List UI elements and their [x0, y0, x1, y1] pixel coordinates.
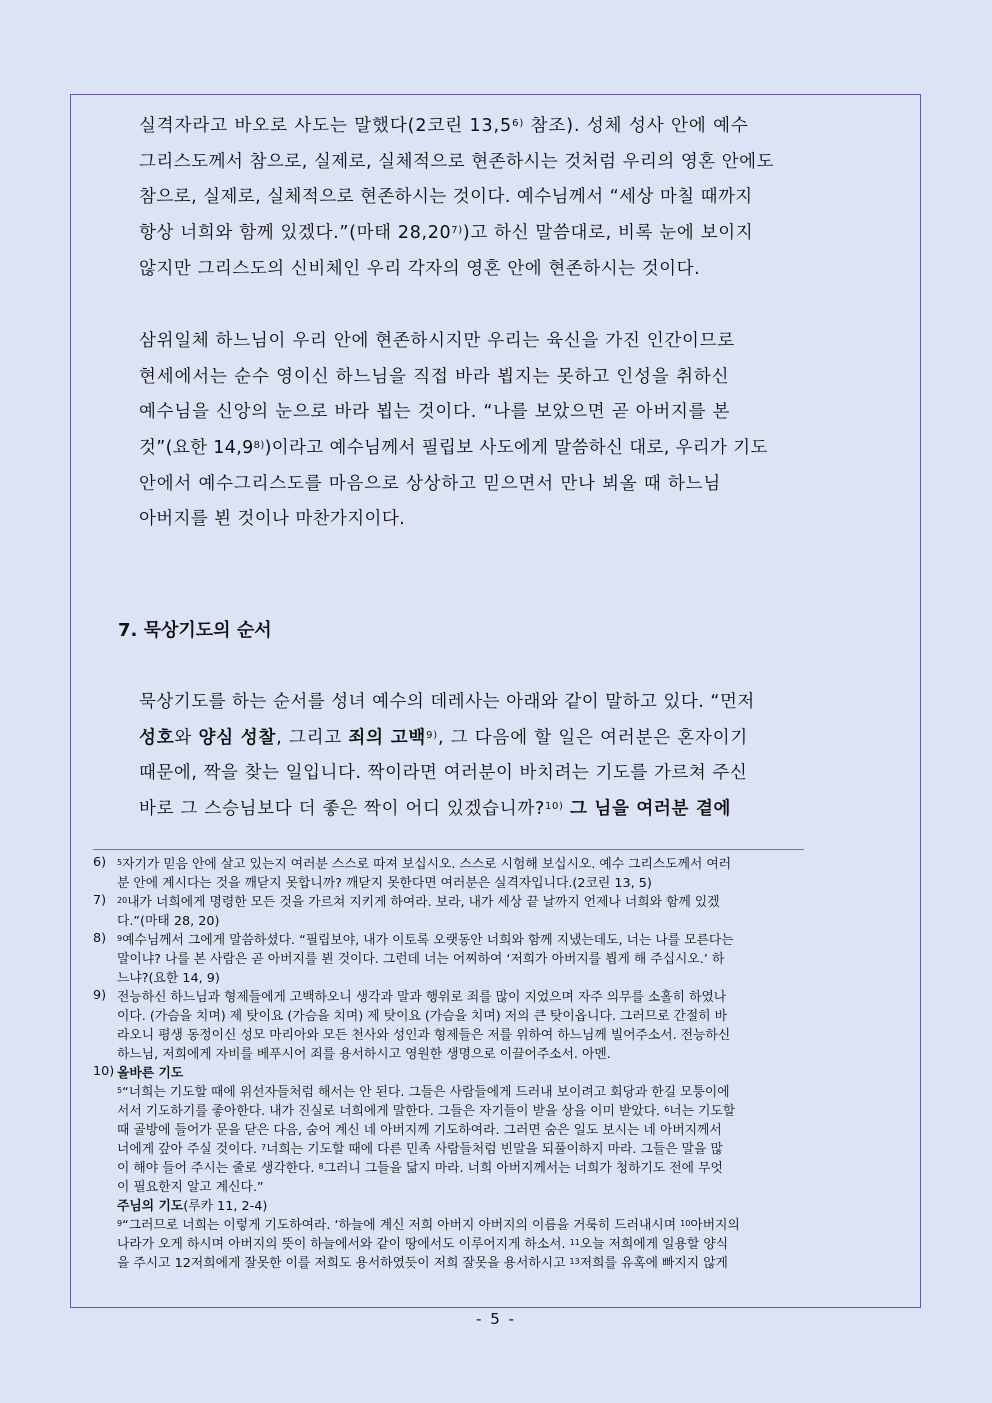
footnote-ref[interactable]: 6)	[512, 118, 525, 129]
body-paragraph-1	[139, 109, 899, 287]
footnote-line: $^{20}$내가 너희에게 명령한 모든 것을 가르쳐 지키게 하여라. 보라, 내가 세상 끝 날까지 언제나 너희와 함께 있겠	[117, 895, 720, 910]
footnote-ref[interactable]: 10)	[544, 801, 564, 813]
footnote-line: $^9$“그러므로 너희는 이렇게 기도하여라. ‘하늘에 계신 저희 아버지 아버지의 이름을 거룩히 드러내시며 $^{10}$아버지의	[117, 1218, 740, 1233]
text-line: 때문에, 짝을 찾는 일입니다. 짝이라면 여러분이 바치려는 기도를 가르쳐 주신	[139, 763, 748, 784]
text-line: 예수님을 신앙의 눈으로 바라 뵙는 것이다. “나를 보았으면 곧 아버지를 본	[139, 402, 731, 423]
footnote-line: 전능하신 하느님과 형제들에게 고백하오니 생각과 말과 행위로 죄를 많이 지었으며 자주 의무를 소홀히 하였나	[117, 990, 727, 1005]
footnote-subtitle: 주님의 기도(루카 11, 2-4)	[117, 1199, 268, 1214]
footnote-ref[interactable]: 8)	[253, 440, 265, 452]
footnote-line: 서서 기도하기를 좋아한다. 내가 진실로 너희에게 말한다. 그들은 자기들이 받을 상을 이미 받았다. $^6$너는 기도할	[117, 1104, 736, 1119]
text-line: 현세에서는 순수 영이신 하느님을 직접 바라 뵙지는 못하고 인성을 취하신	[139, 366, 730, 387]
footnotes	[93, 855, 899, 1273]
footnote-9	[93, 988, 899, 1064]
text-line: 참으로, 실제로, 실체적으로 현존하시는 것이다. 예수님께서 “세상 마칠 때까지	[139, 187, 753, 208]
footnote-line: 때 골방에 들어가 문을 닫은 다음, 숨어 계신 네 아버지께 기도하여라. 그러면 숨은 일도 보시는 네 아버지께서	[117, 1123, 722, 1138]
footnote-line: 너에게 갚아 주실 것이다. $^7$너희는 기도할 때에 다른 민족 사람들처럼 빈말을 되풀이하지 마라. 그들은 말을 많	[117, 1142, 723, 1157]
footnote-7	[93, 893, 899, 931]
body-paragraph-3	[139, 685, 899, 828]
text-line: 안에서 예수그리스도를 마음으로 상상하고 믿으면서 만나 뵈올 때 하느님	[139, 473, 722, 494]
text-line: 삼위일체 하느님이 우리 안에 현존하시지만 우리는 육신을 가진 인간이므로	[139, 331, 735, 351]
footnote-number: 6)	[93, 855, 107, 870]
footnote-number: 8)	[93, 931, 107, 946]
footnote-line: 이 해야 들어 주시는 줄로 생각한다. $^8$그러니 그들을 닮지 마라. 너희 아버지께서는 너희가 청하기도 전에 무엇	[117, 1161, 723, 1176]
footnote-line: 이 필요한지 알고 계신다.”	[117, 1180, 264, 1195]
body-paragraph-2	[139, 324, 899, 538]
footnote-6	[93, 855, 899, 893]
footnote-line: 나라가 오게 하시며 아버지의 뜻이 하늘에서와 같이 땅에서도 이루어지게 하소서. $^{11}$오늘 저희에게 일용할 양식	[117, 1237, 729, 1252]
footnote-8	[93, 931, 899, 988]
text-line: 항상 너희와 함께 있겠다.”(마태 28,20$^{7)}$)고 하신 말씀대로, 비록 눈에 보이지	[139, 223, 754, 244]
footnote-line: 다.”(마태 28, 20)	[117, 914, 220, 929]
footnote-line: 말이냐? 나를 본 사람은 곧 아버지를 뵌 것이다. 그런데 너는 어찌하여 ‘저희가 아버지를 뵙게 해 주십시오.’ 하	[117, 952, 725, 967]
text-line: 바로 그 스승님보다 더 좋은 짝이 어디 있겠습니까?$^{10)}$ 그 님을 여러분 곁에	[139, 799, 732, 820]
footnote-number: 9)	[93, 988, 107, 1003]
footnote-subtitle: 올바른 기도	[117, 1066, 184, 1081]
text-line: 묵상기도를 하는 순서를 성녀 예수의 데레사는 아래와 같이 말하고 있다. “먼저	[139, 692, 755, 712]
footnote-line: 느냐?(요한 14, 9)	[117, 971, 220, 986]
page-number: - 5 -	[476, 1310, 516, 1328]
section-heading: 7. 묵상기도의 순서	[118, 620, 272, 641]
text-line: 아버지를 뵌 것이나 마찬가지이다.	[139, 509, 406, 530]
footnote-separator	[93, 849, 804, 850]
footnote-line: 이다. (가슴을 치며) 제 탓이요 (가슴을 치며) 제 탓이요 (가슴을 치며) 저의 큰 탓이옵니다. 그러므로 간절히 바	[117, 1009, 728, 1024]
footnote-number: 7)	[93, 893, 107, 908]
footnote-line: 하느님, 저희에게 자비를 베푸시어 죄를 용서하시고 영원한 생명으로 이끌어주소서. 아멘.	[117, 1047, 611, 1062]
text-line: 성호와 양심 성찰, 그리고 죄의 고백$^{9)}$, 그 다음에 할 일은 여러분은 혼자이기	[139, 727, 749, 748]
text-line: 그리스도께서 참으로, 실제로, 실체적으로 현존하시는 것처럼 우리의 영혼 안에도	[139, 151, 774, 172]
text-line: 않지만 그리스도의 신비체인 우리 각자의 영혼 안에 현존하시는 것이다.	[139, 258, 701, 279]
footnote-line: $^5$“너희는 기도할 때에 위선자들처럼 해서는 안 된다. 그들은 사람들에게 드러내 보이려고 회당과 한길 모퉁이에	[117, 1085, 730, 1100]
footnote-10	[93, 1064, 899, 1273]
footnote-line: 분 안에 계시다는 것을 깨닫지 못합니까? 깨닫지 못한다면 여러분은 실격자입니다.(2코린 13, 5)	[117, 876, 652, 891]
footnote-line: 을 주시고 12저희에게 잘못한 이를 저희도 용서하였듯이 저희 잘못을 용서하시고 $^{13}$저희를 유혹에 빠지지 않게	[117, 1256, 728, 1271]
footnote-line: 라오니 평생 동정이신 성모 마리아와 모든 천사와 성인과 형제들은 저를 위하여 하느님께 빌어주소서. 전능하신	[117, 1028, 731, 1043]
footnote-number: 10)	[93, 1064, 115, 1079]
footnote-line: $^9$예수님께서 그에게 말씀하셨다. “필립보야, 내가 이토록 오랫동안 너희와 함께 지냈는데도, 너는 나를 모른다는	[117, 933, 734, 948]
footnote-ref[interactable]: 7)	[451, 225, 463, 237]
footnote-line: $^5$자기가 믿음 안에 살고 있는지 여러분 스스로 따져 보십시오. 스스로 시험해 보십시오. 예수 그리스도께서 여러	[117, 857, 732, 872]
footnote-ref[interactable]: 9)	[426, 729, 439, 741]
text-line: 것”(요한 14,9$^{8)}$)이라고 예수님께서 필립보 사도에게 말씀하신 대로, 우리가 기도	[139, 438, 768, 459]
text-line: 실격자라고 바오로 사도는 말했다(2코린 13,5$^{6)}$ 참조). 성체 성사 안에 예수	[139, 116, 749, 136]
